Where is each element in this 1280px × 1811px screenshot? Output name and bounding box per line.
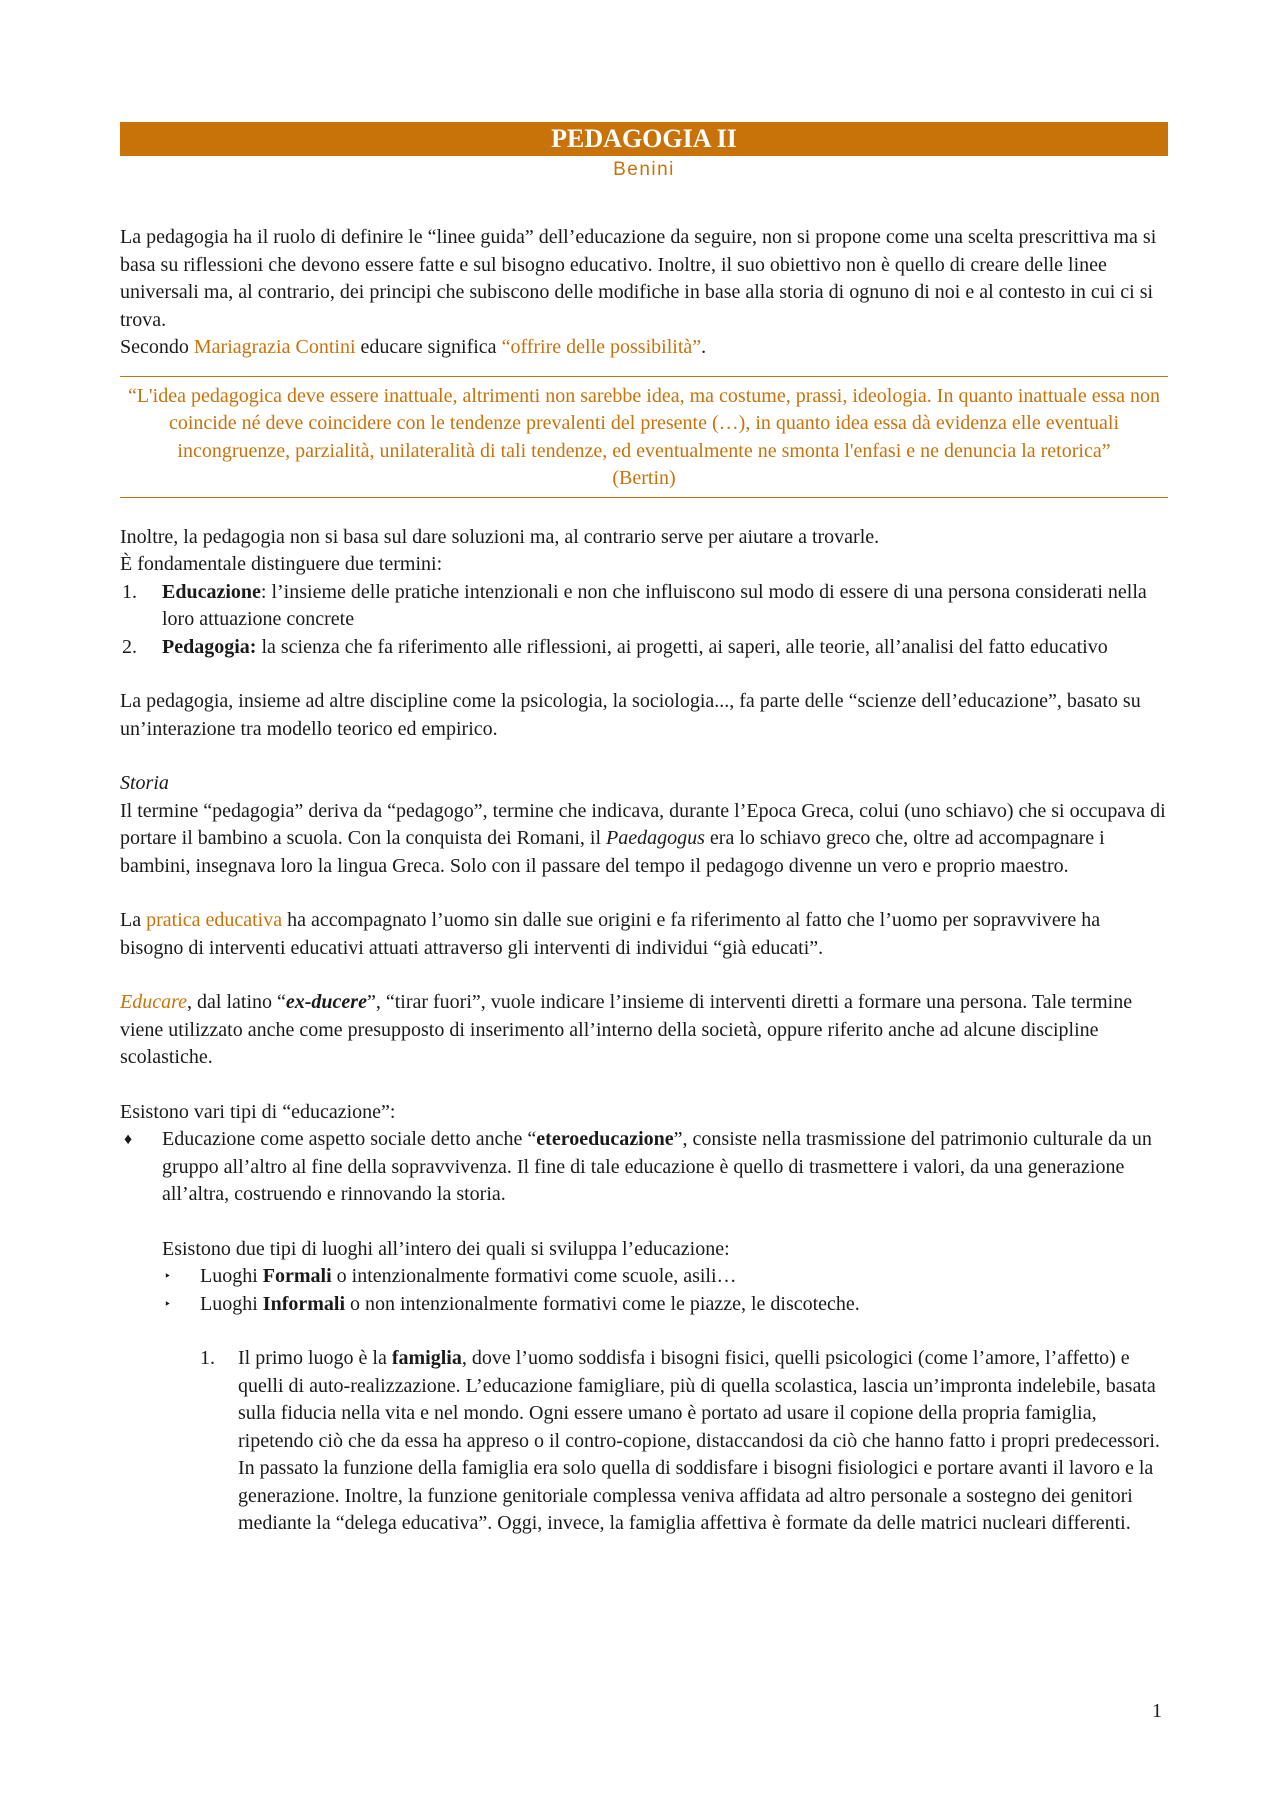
famiglia-list: [200, 1345, 1168, 1538]
bertin-quote-source: (Bertin): [612, 467, 676, 489]
list-item: 1. Il primo luogo è la famiglia, dove l’uomo soddisfa i bisogni fisici, quelli psicologici (come l’amore, l’affetto) e quelli di auto-realizzazione. L’educazione famigliare, più di quella scolastica, lascia un’impronta indelebile, basata sulla fiducia nella vita e nel mondo. Ogni essere umano è portato ad usare il copione della propria famiglia, ripetendo ciò che da essa ha appreso o il contro-copione, distaccandosi da ciò che hanno fatto i propri predecessori. In passato la funzione della famiglia era solo quella di soddisfare i bisogni fisiologici e portare avanti il lavoro e la generazione. Inoltre, la funzione genitoriale complessa veniva affidata ad altro personale a sostegno dei genitori mediante la “delega educativa”. Oggi, invece, la famiglia affettiva è formate da delle matrici nucleari differenti.: [200, 1347, 1160, 1534]
bertin-quote-text: “L'idea pedagogica deve essere inattuale, altrimenti non sarebbe idea, ma costume, prassi, ideologia. In quanto inattuale essa non coincide né deve coincidere con le tendenze prevalenti del presente (…), in quanto idea essa dà evidenza elle eventuali incongruenze, parzialità, unilateralità di tali tendenze, ed eventualmente ne smonta l'enfasi e ne denuncia la retorica”: [127, 384, 1161, 462]
document-page: [120, 122, 1168, 1538]
list-number: 1.: [200, 1347, 215, 1369]
contini-end: .: [701, 336, 707, 358]
bertin-quote-box: [120, 376, 1168, 498]
educare-term: Educare: [120, 991, 188, 1013]
diamond-bullet-icon: ♦: [124, 1131, 133, 1148]
list-number: 2.: [122, 635, 137, 658]
intro-paragraph: La pedagogia ha il ruolo di definire le “linee guida” dell’educazione da seguire, non si propone come una scelta prescrittiva ma si basa su riflessioni che devono essere fatte e sul bisogno educativo. Inoltre, il suo obiettivo non è quello di creare delle linee universali ma, al contrario, dei principi che subiscono delle modifiche in base alla storia di ognuno di noi e al contesto in cui ci si trova.: [120, 226, 1157, 331]
arrow-bullet-icon: ‣: [164, 1296, 172, 1311]
storia-paragraph: Il termine “pedagogia” deriva da “pedagogo”, termine che indicava, durante l’Epoca Greca, colui (uno schiavo) che si occupava di portare il bambino a scuola. Con la conquista dei Romani, il Paedagogus era lo schiavo greco che, oltre ad accompagnare i bambini, insegnava loro la lingua Greca. Solo con il passare del tempo il pedagogo divenne un vero e proprio maestro.: [120, 799, 1166, 877]
arrow-bullet-icon: ‣: [164, 1269, 172, 1283]
solutions-paragraph: Inoltre, la pedagogia non si basa sul dare soluzioni ma, al contrario serve per aiutare a trovarle.: [120, 525, 880, 548]
storia-heading: Storia: [120, 772, 169, 794]
tipi-list: [120, 1126, 1168, 1209]
list-item: ‣ Luoghi Formali o intenzionalmente formativi come scuole, asili…: [162, 1263, 1168, 1291]
page-number: 1: [1152, 1700, 1162, 1722]
pratica-term: pratica educativa: [146, 909, 283, 931]
eteroeducazione-term: eteroeducazione: [536, 1128, 674, 1150]
educare-paragraph: Educare, dal latino “ex-ducere”, “tirar fuori”, vuole indicare l’insieme di interventi diretti a formare una persona. Tale termine viene utilizzato anche come presupposto di inserimento all’interno della società, oppure riferito anche ad alcune discipline scolastiche.: [120, 991, 1133, 1068]
terms-list: [120, 579, 1168, 662]
list-item: [120, 634, 1168, 662]
contini-pre: Secondo: [120, 336, 194, 358]
term-definition: la scienza che fa riferimento alle riflessioni, ai progetti, ai saperi, alle teorie, all’analisi del fatto educativo: [256, 635, 1108, 658]
term-definition: : l’insieme delle pratiche intenzionali e non che influiscono sul modo di essere di una persona considerati nella loro attuazione concrete: [162, 580, 1147, 630]
sciences-paragraph: La pedagogia, insieme ad altre discipline come la psicologia, la sociologia..., fa parte delle “scienze dell’educazione”, basato su un’interazione tra modello teorico ed empirico.: [120, 690, 1141, 740]
document-author: Benini: [613, 159, 675, 180]
famiglia-term: famiglia: [391, 1347, 462, 1369]
latin-term: ex-ducere: [285, 991, 367, 1013]
term-pedagogia: Pedagogia:: [162, 635, 257, 658]
list-item: ‣ Luoghi Informali o non intenzionalmente formativi come le piazze, le discoteche.: [162, 1291, 1168, 1319]
term-educazione: Educazione: [162, 580, 261, 603]
pratica-paragraph: La pratica educativa ha accompagnato l’uomo sin dalle sue origini e fa riferimento al fatto che l’uomo per sopravvivere ha bisogno di interventi educativi attuati attraverso gli interventi di individui “già educati”.: [120, 909, 1101, 959]
contini-name: Mariagrazia Contini: [193, 336, 356, 358]
list-number: 1.: [122, 580, 137, 603]
luoghi-list: [162, 1263, 1168, 1318]
contini-mid: educare significa: [355, 336, 502, 358]
luoghi-intro: Esistono due tipi di luoghi all’intero dei quali si sviluppa l’educazione:: [162, 1237, 730, 1260]
document-title: PEDAGOGIA II: [120, 122, 1168, 156]
paedagogus-term: Paedagogus: [606, 827, 705, 849]
terms-intro: È fondamentale distinguere due termini:: [120, 553, 443, 575]
contini-quote: “offrire delle possibilità”: [501, 336, 702, 358]
contini-paragraph: [120, 334, 1168, 362]
list-item: ♦ Educazione come aspetto sociale detto anche “eteroeducazione”, consiste nella trasmissione del patrimonio culturale da un gruppo all’altro al fine della sopravvivenza. Il fine di tale educazione è quello di trasmettere i valori, da una generazione all’altra, costruendo e rinnovando la storia.: [124, 1128, 1152, 1205]
tipi-intro: Esistono vari tipi di “educazione”:: [120, 1100, 396, 1123]
list-item: [120, 579, 1168, 634]
